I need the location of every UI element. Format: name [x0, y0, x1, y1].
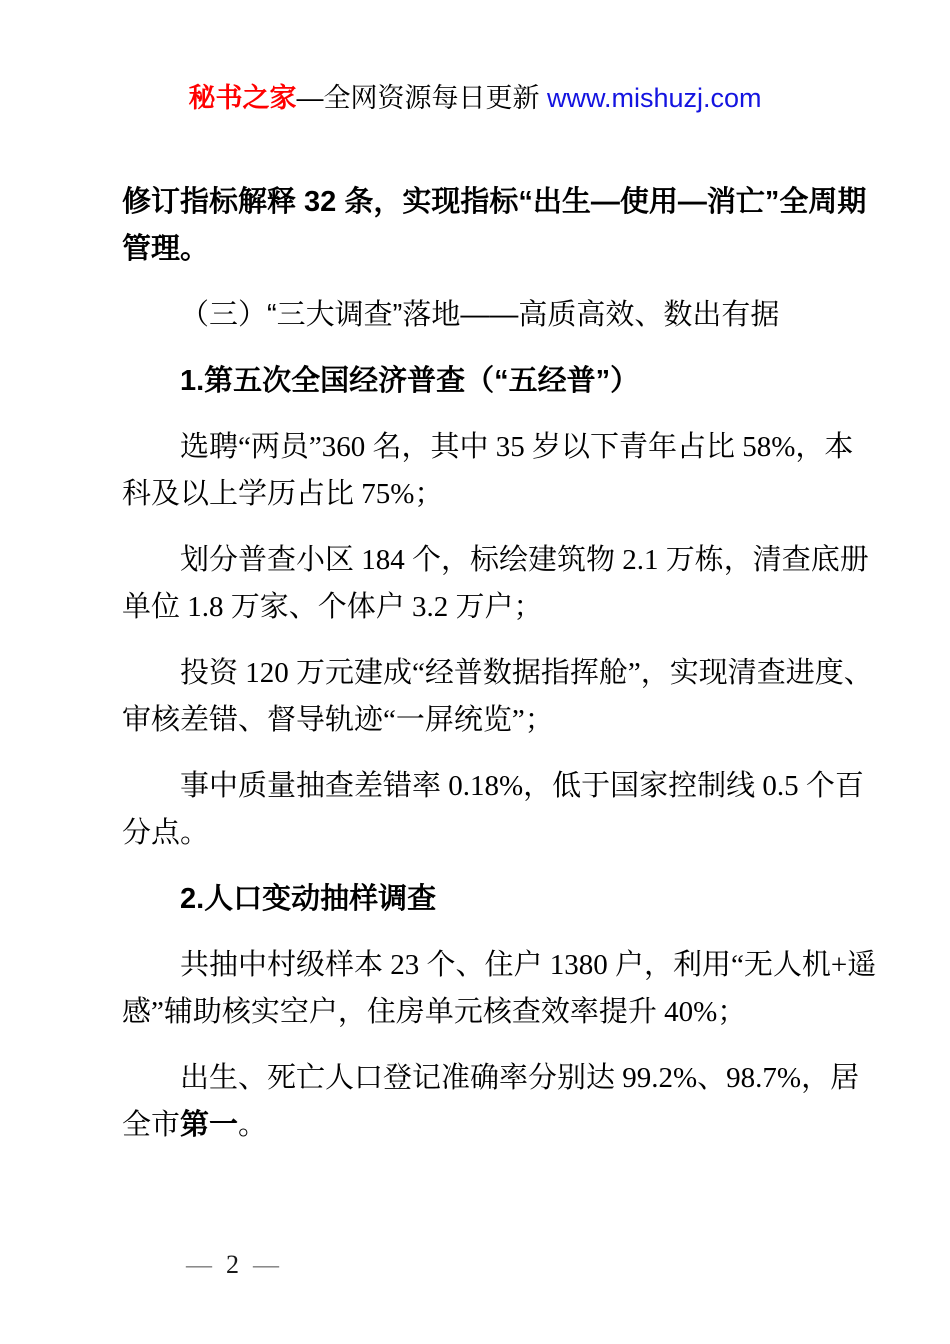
paragraph-text-tail: 。	[238, 1109, 268, 1141]
subsection-heading-2: 2.人口变动抽样调查	[180, 883, 437, 915]
paragraph-investment: 投资 120 万元建成“经普数据指挥舱”，实现清查进度、审核差错、督导轨迹“一屏统览”；	[122, 657, 873, 736]
paragraph-census-zones: 划分普查小区 184 个，标绘建筑物 2.1 万栋，清查底册单位 1.8 万家、个体户 3.2 万户；	[122, 544, 869, 623]
header-tagline: —全网资源每日更新	[296, 83, 547, 113]
paragraph-continued-bold: 修订指标解释 32 条，实现指标“出生—使用—消亡”全周期管理。	[122, 186, 867, 265]
page-number: 2	[226, 1250, 239, 1279]
emphasis-first-place: 第一	[180, 1109, 239, 1141]
site-brand: 秘书之家	[188, 83, 297, 113]
paragraph-registration-accuracy	[122, 1055, 878, 1149]
document-body	[122, 179, 878, 1168]
footer-dash-left: —	[186, 1250, 212, 1279]
paragraph-recruitment: 选聘“两员”360 名，其中 35 岁以下青年占比 58%，本科及以上学历占比 75%；	[122, 431, 854, 510]
page-footer	[160, 1220, 279, 1310]
paragraph-text-run: 出生、死亡人口登记准确率分别达 99.2%、98.7%，居全市	[122, 1062, 860, 1141]
footer-dash-right: —	[253, 1250, 279, 1279]
paragraph-sampling: 共抽中村级样本 23 个、住户 1380 户，利用“无人机+遥感”辅助核实空户，住房单元核查效率提升 40%；	[122, 949, 877, 1028]
paragraph-quality-check: 事中质量抽查差错率 0.18%，低于国家控制线 0.5 个百分点。	[122, 770, 864, 849]
site-url-link[interactable]: www.mishuzj.com	[546, 83, 762, 113]
subsection-heading-1: 1.第五次全国经济普查（“五经普”）	[180, 365, 640, 397]
section-heading-level2: （三）“三大调查”落地——高质高效、数出有据	[180, 299, 780, 331]
page-header	[0, 82, 950, 114]
